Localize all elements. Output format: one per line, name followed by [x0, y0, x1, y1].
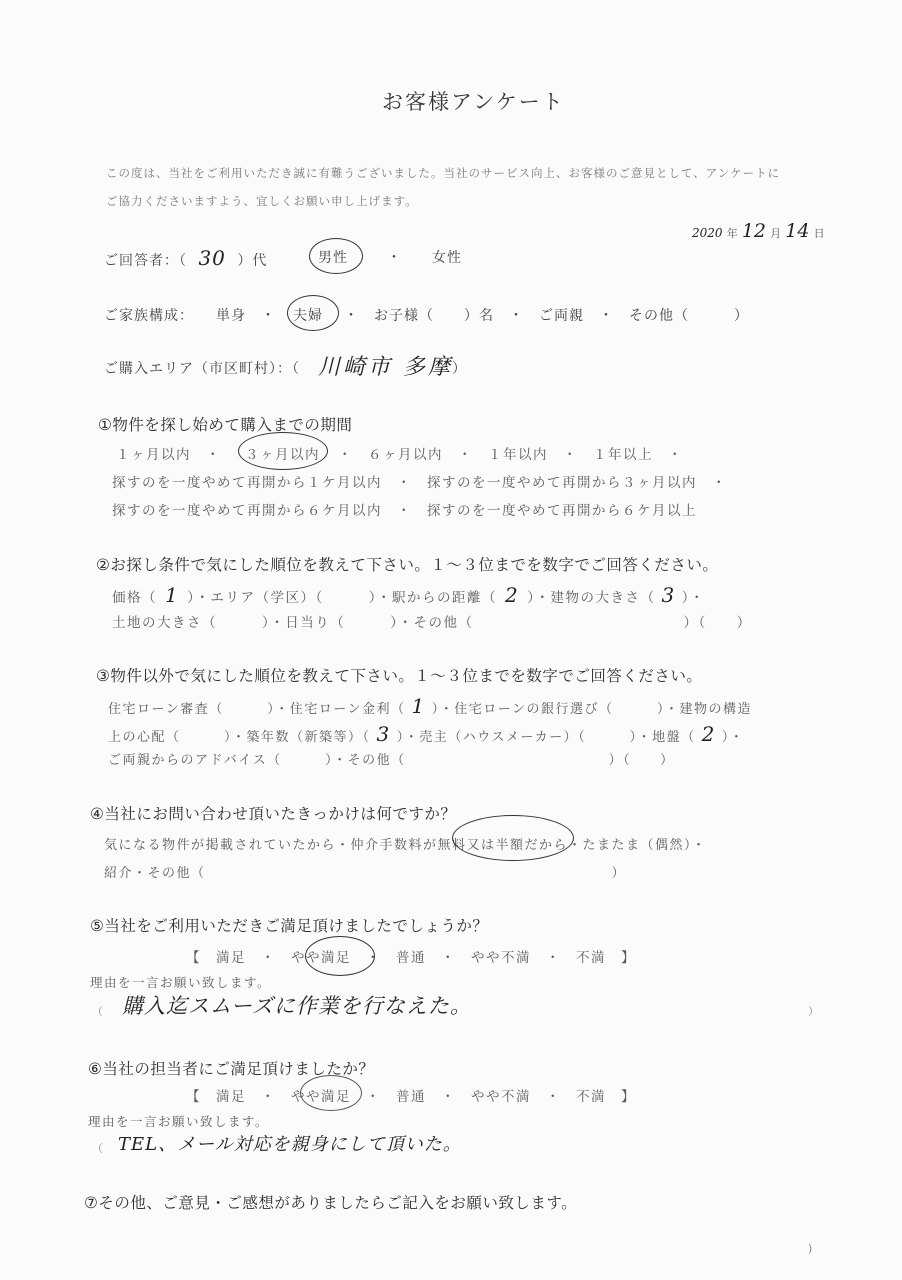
date-day: 14	[785, 220, 810, 242]
family-label: ご家族構成：	[104, 308, 194, 324]
q6-reason-open: （	[92, 1142, 103, 1155]
q7-close: )	[808, 1242, 813, 1255]
q3-loan: 住宅ローン審査（ ）・住宅ローン金利（	[108, 702, 406, 717]
q3-bank: ）・住宅ローンの銀行選び（ ）・建物の構造	[431, 702, 752, 717]
date-month: 12	[741, 220, 767, 242]
q3-age-rank: 3	[376, 722, 391, 746]
date-day-unit: 日	[813, 227, 825, 240]
age-value: 30	[198, 246, 226, 270]
q2-building-rank: 3	[661, 583, 676, 607]
q1-line-3: 探すのを一度やめて再開から６ケ月以内 ・ 探すのを一度やめて再開から６ケ月以上	[112, 503, 697, 519]
male-circle-mark	[309, 238, 363, 274]
couple-circle-mark	[287, 295, 339, 331]
q4-line-1: 気になる物件が掲載されていたから・仲介手数料が無料又は半額だから・たまたま（偶然）・	[104, 838, 707, 853]
area-value: 川崎市 多摩	[318, 355, 453, 380]
q5-reason-open: （	[92, 1005, 103, 1018]
q3-worry: 上の心配（ ）・築年数（新築等）（	[108, 730, 371, 745]
family-others: ・ お子様（ ）名 ・ ご両親 ・ その他（ ）	[344, 308, 749, 324]
age-suffix: ）代	[237, 253, 268, 269]
page-title: お客様アンケート	[382, 90, 565, 114]
q2-price-rank: 1	[165, 583, 180, 607]
age-label: ご回答者：（	[104, 253, 187, 269]
q4-title: ④当社にお問い合わせ頂いたきっかけは何ですか？	[90, 805, 457, 823]
family-single: 単身 ・	[216, 308, 276, 324]
q1-opt-rest: ・ ６ヶ月以内 ・ １年以内 ・ １年以上 ・	[338, 447, 683, 463]
q5-title: ⑤当社をご利用いただきご満足頂けましたでしょうか？	[90, 917, 489, 935]
q5-circle-mark	[305, 936, 375, 976]
intro-line-1: この度は、当社をご利用いただき誠に有難うございました。当社のサービス向上、お客様のご意見として、アンケートに	[106, 166, 781, 180]
date-year-unit: 年	[726, 227, 738, 240]
q3-line-1	[108, 694, 752, 718]
q1-opt-3months: ３ヶ月以内	[245, 447, 320, 463]
area-close: ）	[452, 361, 467, 377]
q6-title: ⑥当社の担当者にご満足頂けましたか？	[88, 1060, 375, 1078]
q4-line-2: 紹介・その他（ ）	[104, 866, 627, 881]
q2-line-1	[112, 583, 705, 607]
date-month-unit: 月	[770, 227, 782, 240]
respondent-row	[104, 246, 267, 270]
q6-reason-text: TEL、メール対応を親身にして頂いた。	[118, 1134, 462, 1155]
q1-circle-mark	[238, 432, 328, 470]
gender-female: 女性	[432, 250, 462, 266]
q6-circle-mark	[300, 1075, 362, 1111]
q2-line-2: 土地の大きさ（ ）・日当り（ ）・その他（ ）（ ）	[112, 615, 752, 631]
gender-separator: ・	[387, 250, 402, 266]
q4-circle-mark	[452, 815, 574, 861]
q1-line-2: 探すのを一度やめて再開から１ケ月以内 ・ 探すのを一度やめて再開から３ヶ月以内 ・	[112, 475, 727, 491]
q2-end: ）・	[681, 590, 705, 606]
q3-rate-rank: 1	[411, 694, 426, 718]
q6-reason-label: 理由を一言お願い致します。	[88, 1114, 270, 1129]
q2-building: ）・建物の大きさ（	[527, 590, 656, 606]
q3-seller: ）・売主（ハウスメーカー）（ ）・地盤（	[396, 730, 696, 745]
q2-price: 価格（	[112, 590, 157, 606]
q2-mid: ）・エリア（学区）（ ）・駅からの距離（	[187, 590, 497, 606]
q1-opt-1month: １ヶ月以内 ・	[116, 447, 221, 463]
q3-line-2	[108, 722, 744, 746]
date-year: 2020	[692, 226, 723, 240]
q3-end: ）・	[721, 730, 745, 745]
area-label: ご購入エリア（市区町村）：（	[104, 361, 300, 377]
date	[692, 220, 825, 242]
q3-ground-rank: 2	[701, 722, 716, 746]
family-couple: 夫婦	[293, 308, 323, 324]
q3-line-3: ご両親からのアドバイス（ ）・その他（ ）（ ）	[108, 753, 675, 768]
q3-title: ③物件以外で気にした順位を教えて下さい。１～３位までを数字でご回答ください。	[96, 667, 703, 685]
q7-title: ⑦その他、ご意見・ご感想がありましたらご記入をお願い致します。	[84, 1194, 578, 1212]
q1-title: ①物件を探し始めて購入までの期間	[98, 416, 353, 434]
q5-reason-text: 購入迄スムーズに作業を行なえた。	[122, 994, 472, 1018]
q6-scale: 【 満足 ・ やや満足 ・ 普通 ・ やや不満 ・ 不満 】	[186, 1089, 636, 1105]
q2-station-rank: 2	[504, 583, 520, 607]
q5-scale: 【 満足 ・ やや満足 ・ 普通 ・ やや不満 ・ 不満 】	[186, 950, 636, 966]
q5-reason-label: 理由を一言お願い致します。	[90, 975, 272, 990]
gender-male: 男性	[318, 250, 348, 266]
intro-line-2: ご協力くださいますよう、宜しくお願い申し上げます。	[106, 194, 418, 208]
q5-reason-close: ）	[808, 1005, 819, 1018]
q2-title: ②お探し条件で気にした順位を教えて下さい。１～３位までを数字でご回答ください。	[96, 556, 719, 574]
